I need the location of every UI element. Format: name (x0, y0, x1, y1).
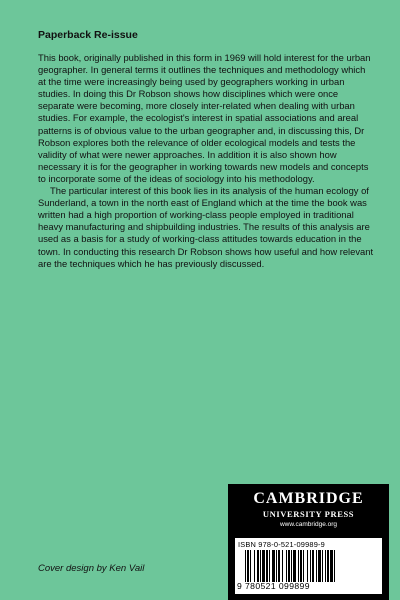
publisher-logo: CAMBRIDGE (253, 490, 364, 507)
isbn-label: ISBN 978-0-521-09989-9 (238, 540, 325, 549)
publisher-url: www.cambridge.org (279, 521, 338, 528)
blurb-paragraph: The particular interest of this book lies in its analysis of the human ecology of Sunderland, a town in the north east of England which at the time the book was written had a high proportion of working-class people employed in traditional heavy manufacturing and shipbuilding industries. The results of this analysis are used as a basis for a study of working-class attitudes towards education in the town. In conducting this research Dr Robson shows how useful and how relevant are the techniques which he has previously discussed. (38, 185, 374, 269)
barcode-digits: 9 780521 099899 (237, 581, 310, 591)
barcode-panel (235, 538, 382, 594)
blurb (38, 52, 374, 270)
blurb-paragraph: This book, originally published in this form in 1969 will hold interest for the urban geographer. In general terms it outlines the techniques and methodology which at the time were increasingly being used by geographers working in urban studies. In doing this Dr Robson shows how disciplines which were once separate were becoming, more closely inter-related when dealing with urban studies. For example, the ecologist's interest in spatial associations and areal patterns is of obvious value to the urban geographer and, in discussing this, Dr Robson explores both the relevance of older ecological models and tests the validity of what were newer approaches. In addition it is also shown how necessary it is for the geographer in working towards new models and concepts to incorporate some of the ideas of sociology into his methodology. (38, 52, 371, 184)
publisher-block (228, 484, 389, 600)
publisher-subtitle: UNIVERSITY PRESS (262, 509, 355, 519)
barcode-icon (245, 550, 373, 582)
reissue-heading: Paperback Re-issue (38, 29, 138, 41)
cover-design-credit: Cover design by Ken Vail (38, 563, 145, 574)
